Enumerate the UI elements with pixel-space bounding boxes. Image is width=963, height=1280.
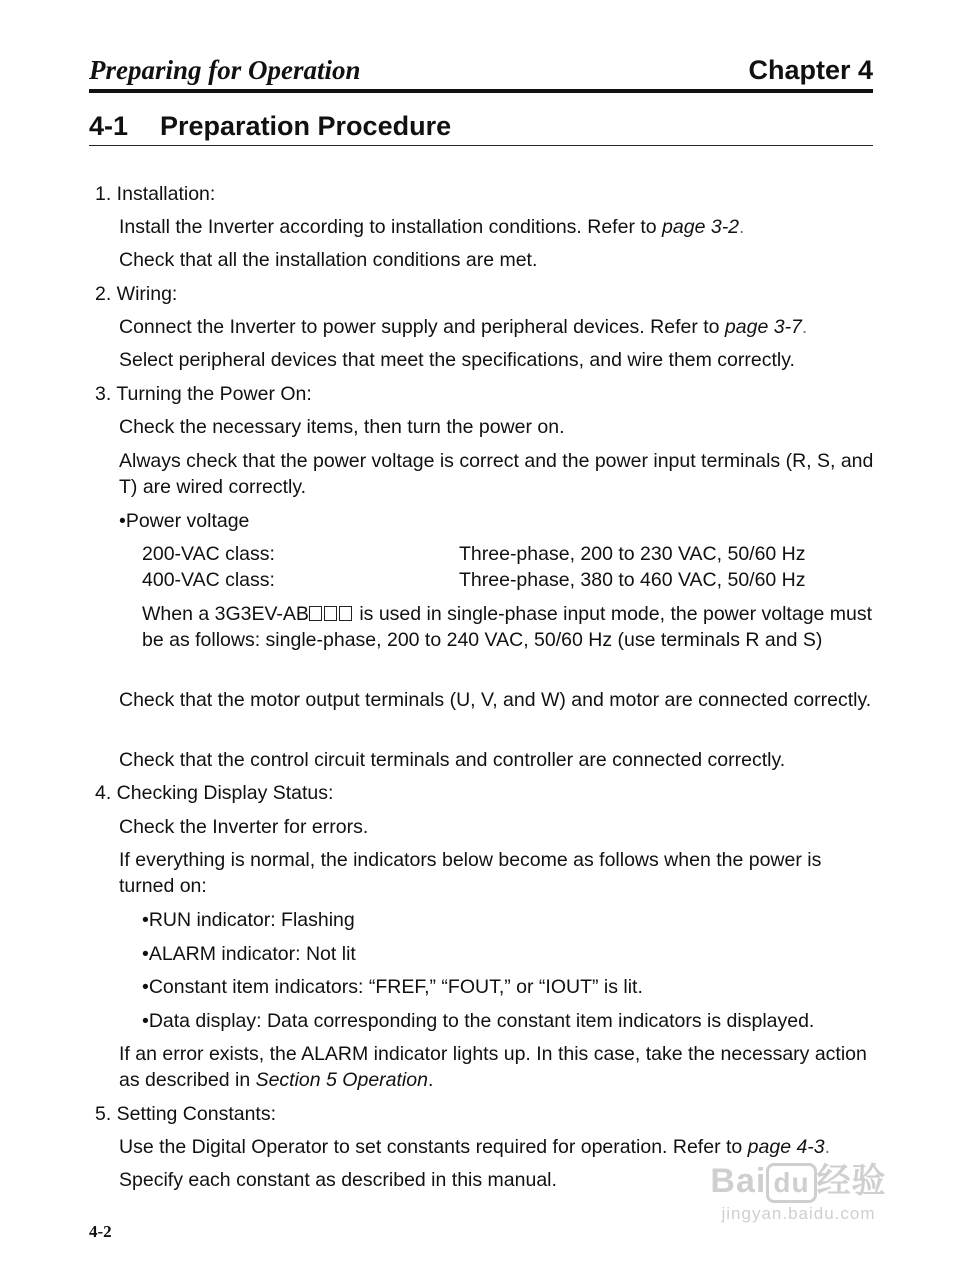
period: . <box>739 216 745 238</box>
section-reference-link[interactable]: Section 5 Operation <box>255 1069 428 1091</box>
bullet-text: Data display: Data corresponding to the constant item indicators is displayed. <box>148 1010 815 1032</box>
indicator-bullet: •ALARM indicator: Not lit <box>142 943 356 965</box>
voltage-row-200 <box>142 541 806 567</box>
page-header <box>89 55 873 87</box>
section-title-text: Preparation Procedure <box>160 111 452 141</box>
placeholder-box <box>339 606 352 621</box>
section-title <box>89 111 451 142</box>
voltage-class-value: Three-phase, 380 to 460 VAC, 50/60 Hz <box>459 569 806 591</box>
page-reference-link[interactable]: page 3-7 <box>724 316 802 338</box>
step-5-text: Use the Digital Operator to set constants required for operation. Refer to <box>119 1136 748 1158</box>
step-2-heading: 2. Wiring: <box>95 283 178 305</box>
page-reference-link[interactable]: page 3-2 <box>662 216 740 238</box>
step-2-text: Connect the Inverter to power supply and peripheral devices. Refer to <box>119 316 725 338</box>
bullet-text: RUN indicator: Flashing <box>148 909 355 931</box>
step-3-paragraph-3: Check that the motor output terminals (U, V, and W) and motor are connected correctly. <box>119 689 872 711</box>
step-3-paragraph-2: Always check that the power voltage is correct and the power input terminals (R, S, and T) are wired correctly. <box>119 450 874 498</box>
step-3-heading: 3. Turning the Power On: <box>95 383 312 405</box>
period: . <box>427 1069 434 1091</box>
page-number: 4-2 <box>89 1222 112 1241</box>
indicator-bullet: •Data display: Data corresponding to the constant item indicators is displayed. <box>142 1010 815 1032</box>
bullet-text: Power voltage <box>125 510 250 532</box>
step-1-paragraph-2: Check that all the installation conditions are met. <box>119 249 538 271</box>
step-1-paragraph-1 <box>119 214 744 240</box>
period: . <box>801 316 808 338</box>
step-3-paragraph-1: Check the necessary items, then turn the power on. <box>119 416 565 438</box>
step-1-heading: 1. Installation: <box>95 183 216 205</box>
page-reference-link[interactable]: page 4-3 <box>747 1136 825 1158</box>
voltage-class-label: 200-VAC class: <box>142 543 275 565</box>
voltage-row-400 <box>142 567 806 593</box>
placeholder-box <box>309 606 322 621</box>
running-section-title: Preparing for Operation <box>89 55 361 85</box>
step-4-paragraph-2: If everything is normal, the indicators below become as follows when the power is turned on: <box>119 849 822 897</box>
step-4-paragraph-3 <box>119 1041 881 1093</box>
note-text: is used in single-phase input mode, the power voltage must be as follows: single-phase, 200 to 240 VAC, 50/60 Hz (use terminals R and S) <box>142 603 873 651</box>
step-1-text: Install the Inverter according to installation conditions. Refer to <box>119 216 663 238</box>
period: . <box>824 1136 831 1158</box>
section-number: 4-1 <box>89 111 129 141</box>
step-4-paragraph-1: Check the Inverter for errors. <box>119 816 369 838</box>
power-voltage-bullet: •Power voltage <box>119 510 250 532</box>
single-phase-note <box>142 601 882 653</box>
step-4-text: If an error exists, the ALARM indicator lights up. In this case, take the necessary action as described in <box>119 1043 867 1091</box>
step-4-heading: 4. Checking Display Status: <box>95 782 334 804</box>
watermark-logo <box>686 1158 911 1204</box>
indicator-bullet: •RUN indicator: Flashing <box>142 909 355 931</box>
logo-paw-box: du <box>766 1163 816 1203</box>
indicator-bullet: •Constant item indicators: “FREF,” “FOUT,” or “IOUT” is lit. <box>142 976 643 998</box>
logo-text: Bai <box>710 1162 767 1200</box>
watermark-url: jingyan.baidu.com <box>721 1204 876 1223</box>
logo-cn-text: 经验 <box>816 1162 887 1200</box>
model-prefix: When a 3G3EV-AB <box>142 603 309 625</box>
voltage-class-label: 400-VAC class: <box>142 569 275 591</box>
chapter-label: Chapter 4 <box>748 55 873 85</box>
bullet-text: Constant item indicators: “FREF,” “FOUT,” or “IOUT” is lit. <box>148 976 643 998</box>
title-rule <box>89 145 873 146</box>
step-2-paragraph-2: Select peripheral devices that meet the specifications, and wire them correctly. <box>119 349 795 371</box>
step-3-paragraph-4: Check that the control circuit terminals and controller are connected correctly. <box>119 749 786 771</box>
baidu-watermark <box>686 1158 911 1248</box>
step-5-paragraph-1 <box>119 1134 830 1160</box>
header-rule <box>89 89 873 93</box>
step-5-paragraph-2: Specify each constant as described in this manual. <box>119 1169 557 1191</box>
placeholder-box <box>324 606 337 621</box>
step-2-paragraph-1 <box>119 314 807 340</box>
voltage-class-value: Three-phase, 200 to 230 VAC, 50/60 Hz <box>459 543 806 565</box>
step-5-heading: 5. Setting Constants: <box>95 1103 277 1125</box>
bullet-text: ALARM indicator: Not lit <box>148 943 356 965</box>
